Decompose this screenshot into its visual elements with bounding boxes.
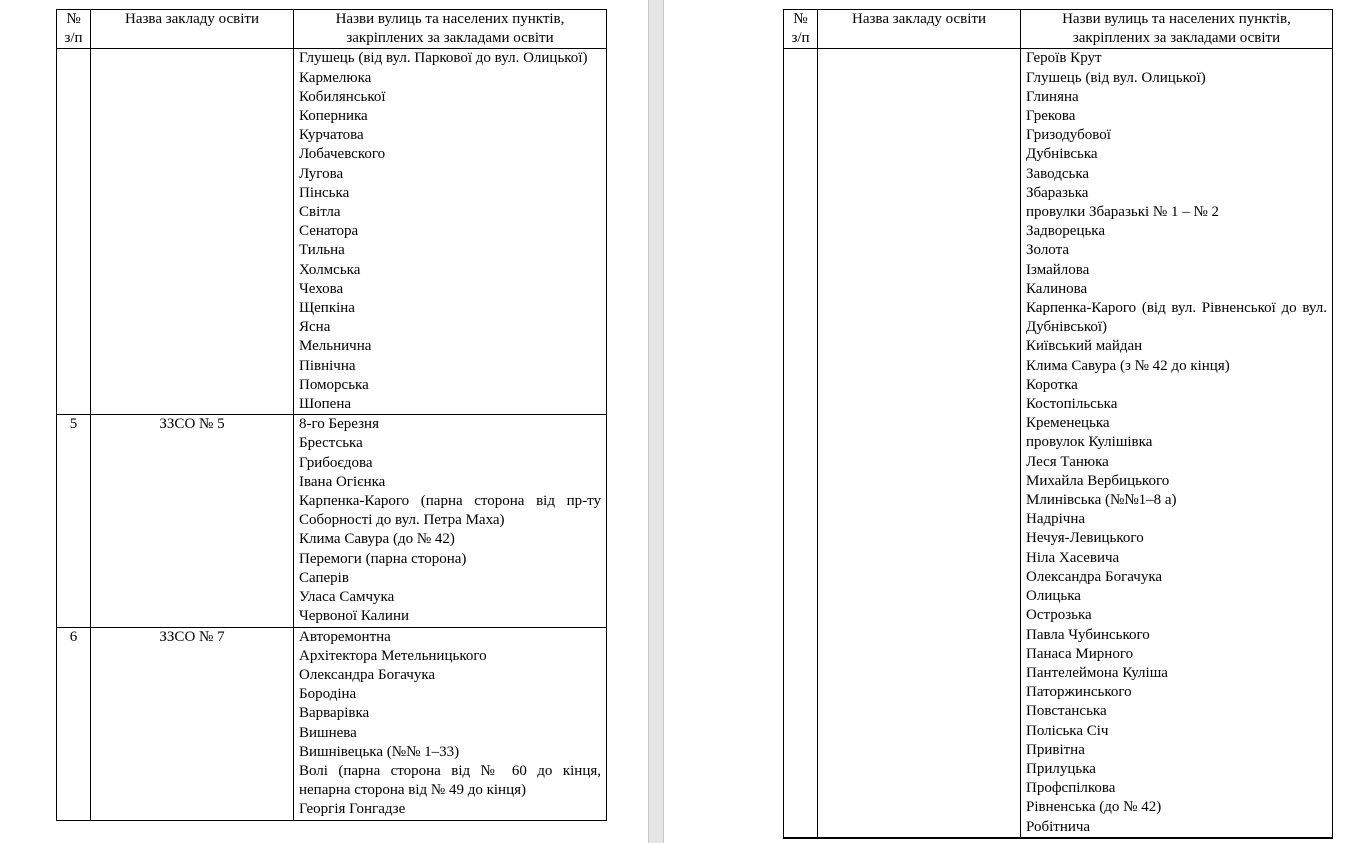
header-num: № з/п <box>57 10 91 49</box>
street-item: Уласа Самчука <box>299 589 395 606</box>
street-item: Сенатора <box>299 223 359 240</box>
street-item: Бородіна <box>299 686 357 703</box>
street-item: Клима Савура (з № 42 до кінця) <box>1026 357 1230 374</box>
street-item: Дубнівська <box>1026 146 1098 163</box>
street-item: Олександра Богачука <box>1026 568 1163 585</box>
street-item: Коротка <box>1026 376 1078 393</box>
document-page-right <box>664 0 1361 843</box>
table-body-right <box>784 49 1333 838</box>
street-item: Паторжинського <box>1026 684 1132 701</box>
table-row <box>784 49 1333 838</box>
street-item: Лобачевского <box>299 146 386 163</box>
document-page-left <box>0 0 648 843</box>
street-item: Ніла Хасевича <box>1026 549 1120 566</box>
street-item: Робітнича <box>1026 818 1091 835</box>
street-item: Варварівка <box>299 705 370 722</box>
street-item: Пантелеймона Куліша <box>1026 664 1168 681</box>
street-item: Заводська <box>1026 165 1090 182</box>
street-item: Острозька <box>1026 607 1092 624</box>
street-item: Архітектора Метельницького <box>299 647 487 664</box>
table-row <box>57 627 607 820</box>
school-name <box>818 49 1021 838</box>
street-list <box>294 49 607 415</box>
street-item: Рівненська (до № 42) <box>1026 799 1162 816</box>
table-header-row <box>784 10 1333 49</box>
street-item: Повстанська <box>1026 703 1107 720</box>
street-item: Ясна <box>299 319 331 336</box>
street-item: Мельнична <box>299 338 372 355</box>
street-item: Кармелюка <box>299 69 372 86</box>
street-item: Кобилянської <box>299 88 386 105</box>
street-item: Гризодубової <box>1026 127 1111 144</box>
street-item: Холмська <box>299 261 361 278</box>
street-item: Золота <box>1026 242 1070 259</box>
street-item: Михайла Вербицького <box>1026 472 1170 489</box>
street-item: Карпенка-Карого (парна сторона від пр-ту Соборності до вул. Петра Маха) <box>299 493 601 529</box>
street-item: Волі (парна сторона від № 60 до кінця, непарна сторона від № 49 до кінця) <box>299 762 601 799</box>
street-item: Брестська <box>299 435 363 452</box>
table-body-left <box>57 49 607 820</box>
street-item: Грибоєдова <box>299 454 373 471</box>
street-item: Павла Чубинського <box>1026 626 1150 643</box>
street-item: Лугова <box>299 165 344 182</box>
street-item: Грекова <box>1026 108 1076 125</box>
street-item: Поліська Січ <box>1026 722 1109 739</box>
street-item: провулок Кулішівка <box>1026 434 1153 451</box>
header-school: Назва закладу освіти <box>91 10 294 49</box>
street-item: Калинова <box>1026 280 1088 297</box>
row-number: 6 <box>57 627 91 820</box>
street-item: Клима Савура (до № 42) <box>299 531 455 548</box>
table-header-row <box>57 10 607 49</box>
street-item: Вишнева <box>299 724 357 741</box>
school-name <box>91 49 294 415</box>
street-item: Коперника <box>299 108 368 125</box>
street-item: Глиняна <box>1026 88 1079 105</box>
street-item: Олицька <box>1026 588 1081 605</box>
street-item: Північна <box>299 357 356 374</box>
street-list <box>294 627 607 820</box>
row-number <box>57 49 91 415</box>
street-item: Перемоги (парна сторона) <box>299 550 467 567</box>
street-list <box>1021 49 1333 838</box>
header-school: Назва закладу освіти <box>818 10 1021 49</box>
street-item: Кременецька <box>1026 415 1110 432</box>
street-item: Збаразька <box>1026 184 1089 201</box>
table-row <box>57 415 607 627</box>
school-streets-table-right <box>783 9 1333 839</box>
street-item: Шопена <box>299 396 352 413</box>
street-item: Глушець (від вул. Олицької) <box>1026 69 1206 86</box>
street-item: Надрічна <box>1026 511 1086 528</box>
street-item: Ізмайлова <box>1026 261 1090 278</box>
street-item: Нечуя-Левицького <box>1026 530 1144 547</box>
street-item: Профспілкова <box>1026 780 1116 797</box>
street-item: провулки Збаразькі № 1 – № 2 <box>1026 204 1220 221</box>
street-item: Задворецька <box>1026 223 1106 240</box>
school-name: ЗЗСО № 7 <box>91 627 294 820</box>
street-item: Вишнівецька (№№ 1–33) <box>299 743 460 760</box>
street-item: Панаса Мирного <box>1026 645 1134 662</box>
street-item: Млинівська (№№1–8 а) <box>1026 492 1177 509</box>
row-number: 5 <box>57 415 91 627</box>
street-item: Глушець (від вул. Паркової до вул. Олицької) <box>299 50 588 67</box>
street-item: Київський майдан <box>1026 338 1143 355</box>
street-item: Поморська <box>299 376 369 393</box>
street-item: Героїв Крут <box>1026 50 1102 67</box>
street-item: 8-го Березня <box>299 416 379 433</box>
street-item: Костопільська <box>1026 396 1118 413</box>
street-item: Щепкіна <box>299 300 355 317</box>
street-item: Тильна <box>299 242 345 259</box>
street-item: Саперів <box>299 569 349 586</box>
street-list <box>294 415 607 627</box>
street-item: Леся Танюка <box>1026 453 1109 470</box>
page-separator <box>648 0 664 843</box>
street-item: Івана Огієнка <box>299 473 386 490</box>
school-name: ЗЗСО № 5 <box>91 415 294 627</box>
header-num: № з/п <box>784 10 818 49</box>
street-item: Світла <box>299 204 341 221</box>
street-item: Прилуцька <box>1026 760 1096 777</box>
table-row <box>57 49 607 415</box>
header-streets: Назви вулиць та населених пунктів, закріплених за закладами освіти <box>294 10 607 49</box>
street-item: Пінська <box>299 184 350 201</box>
street-item: Карпенка-Карого (від вул. Рівненської до вул. Дубнівської) <box>1026 300 1327 336</box>
street-item: Олександра Богачука <box>299 666 436 683</box>
street-item: Георгія Гонгадзе <box>299 801 406 818</box>
header-streets: Назви вулиць та населених пунктів, закріплених за закладами освіти <box>1021 10 1333 49</box>
row-number <box>784 49 818 838</box>
street-item: Привітна <box>1026 741 1085 758</box>
school-streets-table-left <box>56 9 607 821</box>
street-item: Чехова <box>299 280 344 297</box>
street-item: Червоної Калини <box>299 608 409 625</box>
street-item: Курчатова <box>299 127 364 144</box>
street-item: Авторемонтна <box>299 628 391 645</box>
